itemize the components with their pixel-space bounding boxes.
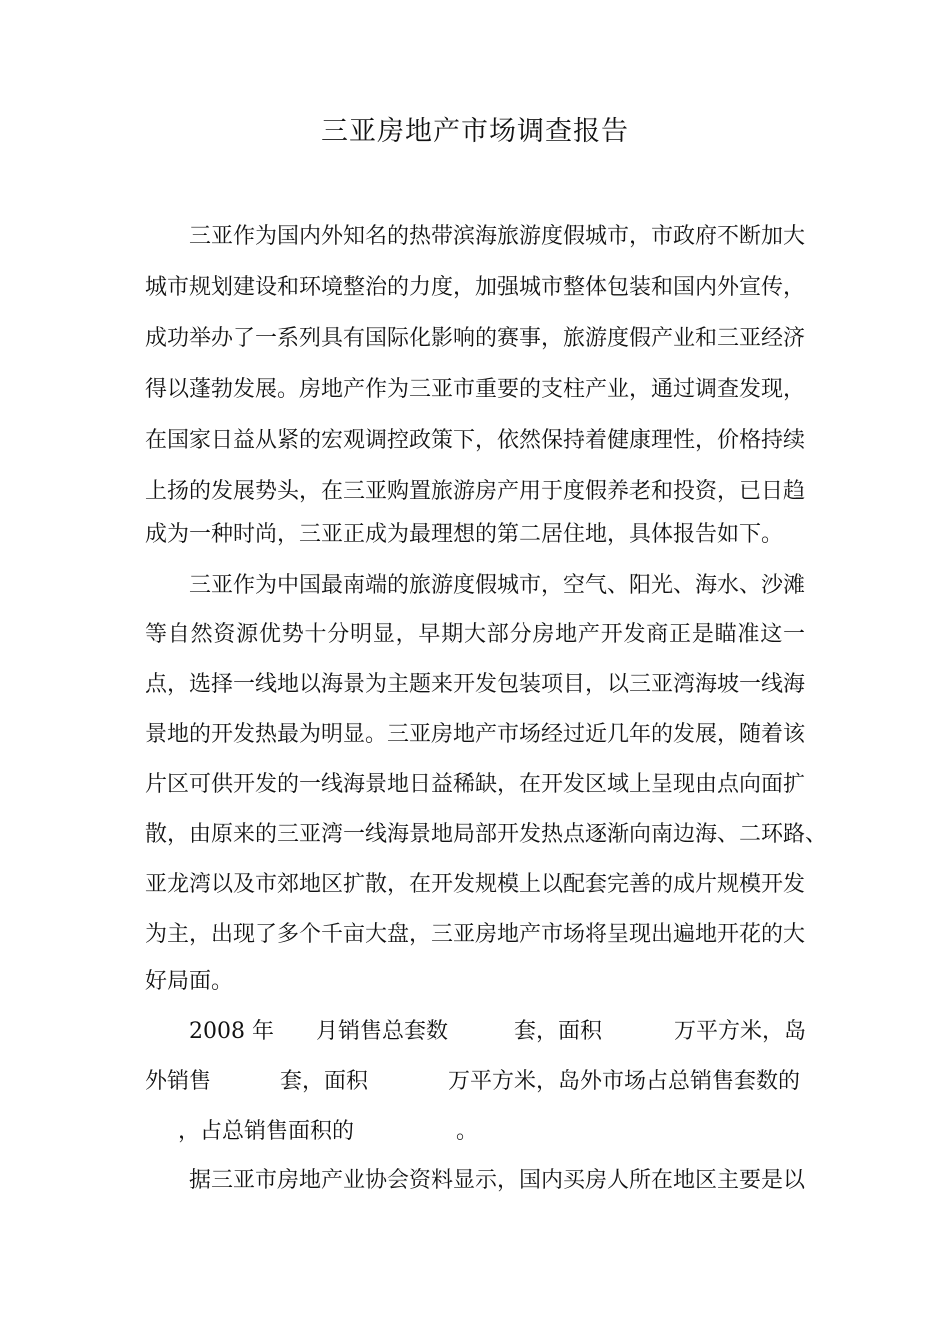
sqm-island-label: 万平方米，岛 [674, 1019, 807, 1044]
paragraph-2-line: 等自然资源优势十分明显，早期大部分房地产开发商正是瞄准这一 [145, 622, 805, 647]
paragraph-2-line: 景地的开发热最为明显。三亚房地产市场经过近几年的发展，随着该 [145, 722, 806, 747]
outside-area-label: 套，面积 [280, 1069, 369, 1094]
paragraph-1-line: 成功举办了一系列具有国际化影响的赛事，旅游度假产业和三亚经济 [145, 326, 806, 351]
paragraph-2-line: 为主，出现了多个千亩大盘，三亚房地产市场将呈现出遍地开花的大 [145, 922, 806, 947]
paragraph-2-line: 点，选择一线地以海景为主题来开发包装项目，以三亚湾海坡一线海 [145, 672, 806, 697]
paragraph-1-line: 上扬的发展势头，在三亚购置旅游房产用于度假养老和投资，已日趋 [145, 479, 806, 504]
paragraph-1-line: 在国家日益从紧的宏观调控政策下，依然保持着健康理性，价格持续 [145, 428, 806, 453]
total-units-label: 月销售总套数 [316, 1019, 449, 1044]
sentence-end: 。 [456, 1119, 479, 1144]
paragraph-2-line: 亚龙湾以及市郊地区扩散，在开发规模上以配套完善的成片规模开发 [145, 872, 806, 897]
paragraph-2-line: 片区可供开发的一线海景地日益稀缺，在开发区域上呈现由点向面扩 [145, 772, 806, 797]
area-label: 套，面积 [514, 1019, 603, 1044]
paragraph-1-line: 三亚作为国内外知名的热带滨海旅游度假城市，市政府不断加大 [189, 224, 806, 249]
paragraph-4-line: 据三亚市房地产业协会资料显示，国内买房人所在地区主要是以 [189, 1168, 806, 1193]
paragraph-1-line: 成为一种时尚，三亚正成为最理想的第二居住地，具体报告如下。 [145, 522, 784, 547]
paragraph-2-line: 三亚作为中国最南端的旅游度假城市，空气、阳光、海水、沙滩 [189, 573, 806, 598]
outside-sales-label: 外销售 [145, 1069, 212, 1094]
paragraph-2-line: 好局面。 [145, 969, 234, 994]
outside-share-label: 万平方米，岛外市场占总销售套数的 [448, 1069, 801, 1094]
area-share-label: ，占总销售面积的 [178, 1119, 355, 1144]
sales-year-label: 2008 年 [189, 1019, 274, 1044]
document-title: 三亚房地产市场调查报告 [321, 116, 629, 147]
paragraph-1-line: 得以蓬勃发展。房地产作为三亚市重要的支柱产业，通过调查发现， [145, 377, 806, 402]
paragraph-1-line: 城市规划建设和环境整治的力度，加强城市整体包装和国内外宣传， [145, 275, 806, 300]
paragraph-2-line: 散，由原来的三亚湾一线海景地局部开发热点逐渐向南边海、二环路、 [145, 822, 828, 847]
